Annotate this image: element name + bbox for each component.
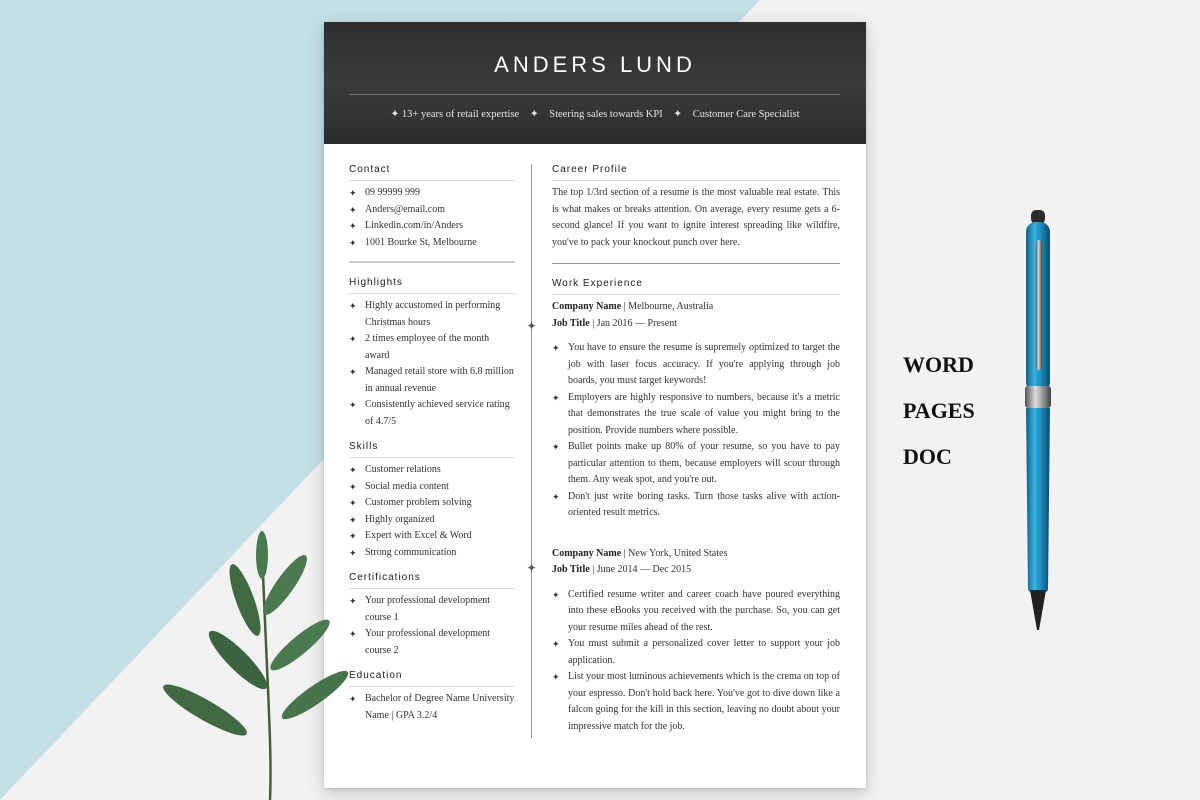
list-item: ✦ Certified resume writer and career coach have poured everything into these eBooks you received with the purchase. So, you can get your resume miles ahead of the rest.: [552, 588, 840, 633]
tagline: [324, 108, 866, 120]
star-bullet-icon: ✦: [349, 465, 357, 475]
format-doc: DOC: [903, 444, 952, 469]
job-company: Company Name | New York, United States: [552, 547, 728, 559]
list-item: ✦ Employers are highly responsive to numbers, because it's a metric that demonstrates the true scale of value you might bring to the position. Provide numbers where possible.: [552, 391, 840, 436]
format-pages: PAGES: [903, 398, 975, 423]
star-bullet-icon: ✦: [349, 221, 357, 231]
star-bullet-icon: ✦: [349, 334, 357, 344]
list-item: ✦ Your professional development course 2: [349, 628, 491, 656]
highlights-list: [349, 298, 515, 430]
career-profile-title: Career Profile: [552, 164, 840, 181]
resume-header: [324, 22, 866, 144]
star-bullet-icon: ✦: [349, 367, 357, 377]
job-entry: [552, 546, 840, 736]
right-column: [552, 164, 840, 735]
list-item: ✦ Anders@email.com: [349, 202, 515, 219]
certifications-title: Certifications: [349, 572, 515, 589]
list-item: ✦ Bullet points make up 80% of your resume, so you have to pay particular attention to them, because employers will scour through them. Any weak spot, and you're out.: [552, 441, 840, 485]
tagline-item: Steering sales towards KPI: [549, 109, 663, 120]
skills-title: Skills: [349, 441, 515, 458]
star-bullet-icon: ✦: [349, 188, 357, 198]
career-profile-text: The top 1/3rd section of a resume is the most valuable real estate. This is what makes or breaks attention. On average, every resume gets a 6-second glance! If you want to ignite interest spreading like wildfire, you've to pack your knockout punch over here.: [552, 187, 840, 248]
header-divider: [350, 94, 840, 95]
list-item: ✦ You have to ensure the resume is supremely optimized to target the job with laser focus accuracy. If you're applying through job boards, you must target keywords!: [552, 342, 840, 386]
section-divider: [349, 261, 515, 263]
list-item: ✦ Your professional development course 1: [349, 595, 491, 623]
format-word: WORD: [903, 352, 974, 377]
skills-list: [349, 462, 515, 561]
list-item: ✦ 1001 Bourke St, Melbourne: [349, 235, 515, 252]
list-item: ✦ Linkedin.com/in/Anders: [349, 218, 515, 235]
star-bullet-icon: ✦: [349, 596, 357, 606]
star-bullet-icon: ✦: [552, 672, 560, 682]
list-item: ✦ Highly accustomed in performing Christmas hours: [349, 300, 501, 328]
list-item: ✦ Social media content: [349, 479, 515, 496]
star-bullet-icon: ✦: [349, 237, 357, 248]
list-item: ✦ Managed retail store with 6.8 million in annual revenue: [349, 366, 514, 394]
star-bullet-icon: ✦: [552, 589, 560, 600]
star-bullet-icon: ✦: [552, 442, 560, 452]
list-item: ✦ Consistently achieved service rating of 4.7/5: [349, 399, 510, 427]
list-item: ✦ Highly organized: [349, 512, 515, 529]
job-title: Job Title | June 2014 — Dec 2015: [552, 564, 692, 575]
star-bullet-icon: ✦: [349, 301, 357, 311]
timeline-star-icon: ✦: [526, 319, 537, 333]
list-item: ✦ You must submit a personalized cover letter to support your job application.: [552, 638, 840, 666]
education-title: Education: [349, 670, 515, 687]
list-item: ✦ List your most luminous achievements which is the crema on top of your espresso. Don't hold back here. You've got to dive down like a falcon going for the kill in this section, leaving no doubt about your impressive match for the job.: [552, 671, 840, 732]
star-bullet-icon: ✦: [349, 204, 357, 215]
star-bullet-icon: ✦: [349, 547, 357, 558]
list-item: ✦ 09 99999 999: [349, 185, 515, 202]
star-bullet-icon: ✦: [349, 498, 357, 508]
star-bullet-icon: ✦: [349, 514, 357, 525]
tagline-item: Customer Care Specialist: [692, 109, 800, 120]
list-item: ✦ Expert with Excel & Word: [349, 528, 515, 545]
pen-icon: [1018, 210, 1058, 640]
file-formats: [903, 342, 975, 480]
star-icon: ✦: [673, 109, 683, 120]
list-item: ✦ Bachelor of Degree Name University Name | GPA 3.2/4: [349, 693, 515, 721]
star-bullet-icon: ✦: [349, 400, 357, 410]
list-item: ✦ Customer relations: [349, 462, 515, 479]
star-icon: ✦: [390, 109, 400, 120]
star-bullet-icon: ✦: [552, 343, 560, 353]
resume-page: [324, 22, 866, 788]
list-item: ✦ Don't just write boring tasks. Turn those tasks alive with action-oriented result metrics.: [552, 490, 840, 518]
highlights-title: Highlights: [349, 277, 515, 294]
list-item: ✦ 2 times employee of the month award: [349, 333, 490, 361]
job-title: Job Title | Jan 2016 — Present: [552, 317, 677, 329]
contact-list: [349, 185, 515, 251]
resume-name: ANDERS LUND: [494, 52, 696, 77]
star-bullet-icon: ✦: [552, 491, 560, 502]
contact-title: Contact: [349, 164, 515, 181]
job-bullets: [552, 587, 840, 736]
list-item: ✦ Customer problem solving: [349, 495, 515, 512]
tagline-item: 13+ years of retail expertise: [401, 109, 520, 120]
job-company: Company Name | Melbourne, Australia: [552, 301, 714, 312]
certifications-list: [349, 593, 515, 659]
work-experience-title: Work Experience: [552, 278, 840, 295]
star-bullet-icon: ✦: [349, 481, 357, 492]
job-bullets: [552, 340, 840, 522]
timeline-star-icon: ✦: [526, 561, 537, 575]
timeline-line: [531, 164, 532, 738]
star-bullet-icon: ✦: [349, 531, 357, 541]
star-bullet-icon: ✦: [349, 694, 357, 704]
section-divider: [552, 263, 840, 264]
star-bullet-icon: ✦: [552, 639, 560, 649]
list-item: ✦ Strong communication: [349, 545, 515, 562]
star-bullet-icon: ✦: [349, 629, 357, 639]
plant-leaves-icon: [150, 530, 360, 800]
star-icon: ✦: [529, 109, 539, 120]
education-list: [349, 691, 515, 724]
star-bullet-icon: ✦: [552, 392, 560, 403]
left-column: [349, 164, 515, 724]
job-entry: [552, 299, 840, 522]
